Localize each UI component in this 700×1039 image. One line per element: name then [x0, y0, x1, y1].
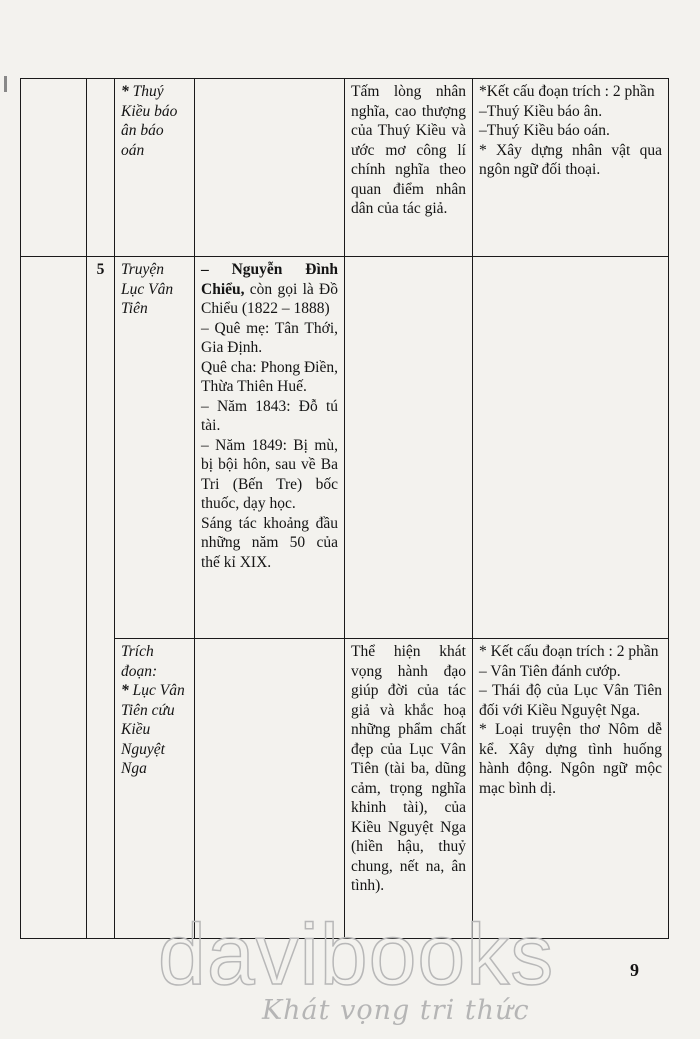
author-line: – Năm 1849: Bị mù, bị bội hôn, sau về Ba Tri (Bến Tre) bốc thuốc, dạy học.	[201, 436, 338, 512]
content-cell	[345, 257, 473, 639]
table-row	[21, 79, 669, 257]
art-line: –Thuý Kiều báo ân.	[479, 102, 603, 120]
margin-cell	[21, 79, 87, 257]
work-title: Truyện Lục Vân Tiên	[121, 261, 174, 317]
art-line: –Thuý Kiều báo oán.	[479, 122, 610, 139]
work-title-cell	[115, 79, 195, 257]
watermark-brand: davibooks	[158, 907, 555, 1003]
stt-cell: 5	[87, 257, 115, 939]
excerpt-label: Trích đoạn:	[121, 643, 158, 680]
content-text: Thể hiện khát vọng hành đạo giúp đời của tác giả và khắc hoạ những phẩm chất đẹp của Lục Vân Tiên (tài ba, dũng cảm, trọng nghĩa khinh tài), của Kiều Nguyệt Nga (hiền hậu, thuỷ chung, nết na, ân tình).	[351, 643, 466, 894]
author-line: – Quê mẹ: Tân Thới, Gia Định.	[201, 319, 338, 356]
margin-mark	[4, 76, 7, 92]
content-text: Tấm lòng nhân nghĩa, cao thượng của Thuý Kiều và ước mơ công lí chính nghĩa theo quan điểm nhân dân của tác giả.	[351, 83, 466, 217]
art-line: * Kết cấu đoạn trích : 2 phần	[479, 643, 659, 660]
page-number: 9	[630, 960, 639, 980]
title-star: *	[121, 83, 129, 100]
content-cell	[345, 79, 473, 257]
art-cell	[473, 79, 669, 257]
author-name: – Nguyễn Đình Chiểu,	[201, 261, 338, 298]
table-row	[21, 257, 669, 639]
art-line: *Kết cấu đoạn trích : 2 phần	[479, 83, 655, 100]
watermark-tagline: Khát vọng tri thức	[262, 995, 530, 1026]
author-cell	[195, 639, 345, 939]
content-cell	[345, 639, 473, 939]
author-alias: còn gọi là Đồ Chiểu (1822 – 1888)	[201, 280, 338, 317]
art-line: – Thái độ của Lục Vân Tiên đối với Kiều Nguyệt Nga.	[479, 682, 662, 719]
author-cell	[195, 79, 345, 257]
work-title-cell	[115, 257, 195, 639]
art-line: – Vân Tiên đánh cướp.	[479, 662, 621, 680]
art-line: * Loại truyện thơ Nôm dễ kể. Xây dựng tình huống hành động. Ngôn ngữ mộc mạc bình dị.	[479, 721, 662, 797]
author-cell	[195, 257, 345, 639]
art-line: * Xây dựng nhân vật qua ngôn ngữ đối thoại.	[479, 141, 662, 178]
author-line: – Năm 1843: Đỗ tú tài.	[201, 397, 338, 434]
margin-cell	[21, 257, 87, 939]
work-title-cell	[115, 639, 195, 939]
literature-table	[20, 78, 669, 939]
art-cell	[473, 257, 669, 639]
table-row	[21, 639, 669, 939]
stt-cell	[87, 79, 115, 257]
author-line: Quê cha: Phong Điền, Thừa Thiên Huế.	[201, 358, 338, 395]
author-line: Sáng tác khoảng đầu những năm 50 của thế kỉ XIX.	[201, 514, 338, 571]
title-star: *	[121, 682, 129, 699]
art-cell	[473, 639, 669, 939]
work-title: Thuý Kiều báo ân báo oán	[121, 83, 178, 159]
work-title: Lục Vân Tiên cứu Kiều Nguyệt Nga	[121, 682, 185, 777]
